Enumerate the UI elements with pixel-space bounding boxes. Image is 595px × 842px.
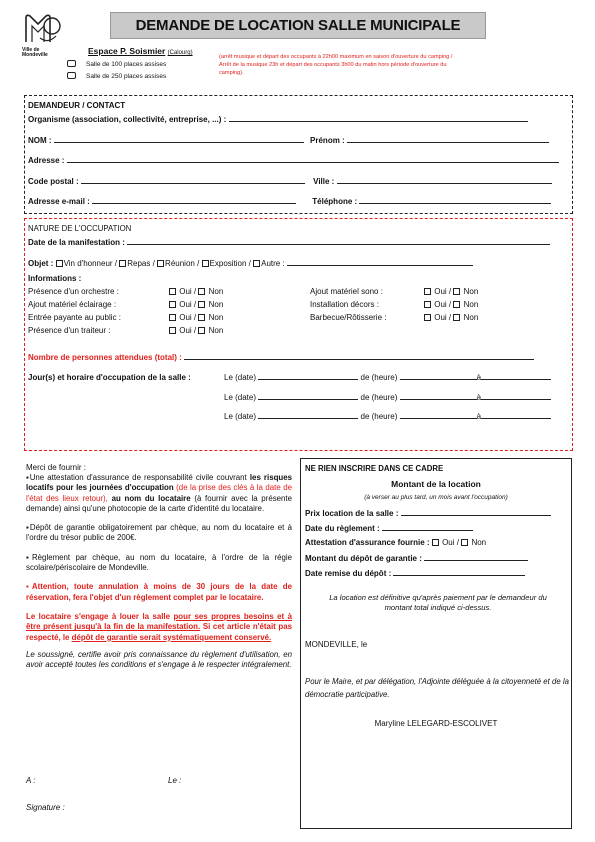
checkbox-icon[interactable]: [67, 72, 76, 79]
condition-annulation: ▪Attention, toute annulation à moins de 30 jours de la date de réservation, fera l'objet d'un règlement complet par le locataire.: [26, 582, 292, 602]
heure-field-2[interactable]: [400, 392, 477, 400]
checkbox-autre[interactable]: [253, 260, 260, 267]
checkbox-non[interactable]: [198, 327, 205, 334]
mondeville-label: MONDEVILLE, le: [305, 640, 368, 649]
checkbox-non[interactable]: [453, 288, 460, 295]
condition-assurance: ▪Une attestation d'assurance de responsabilité civile couvrant les risques locatifs pour les journées d'occupation (de la prise des clés à la date de l'état des lieux retour), au nom du locataire (à fournir avec la présente demande) ainsi qu'une photocopie de la carte d'identité du locataire.: [26, 473, 293, 513]
email-label: Adresse e-mail :: [28, 197, 90, 206]
checkbox-oui[interactable]: [424, 314, 431, 321]
space-location: (Calourg): [167, 50, 193, 56]
prix-label: Prix location de la salle :: [305, 509, 399, 518]
telephone-label: Téléphone :: [312, 197, 358, 206]
date-remise-field[interactable]: [393, 568, 525, 576]
page-title-text: DEMANDE DE LOCATION SALLE MUNICIPALE: [135, 17, 461, 34]
adresse-field[interactable]: [67, 155, 559, 163]
attestation-label: Attestation d'assurance fournie :: [305, 538, 430, 547]
contact-section: [24, 95, 573, 214]
signature-label: Signature :: [26, 803, 65, 812]
checkbox-oui[interactable]: [424, 301, 431, 308]
admin-title: NE RIEN INSCRIRE DANS CE CADRE: [305, 464, 444, 473]
logo-icon: [22, 12, 62, 46]
checkbox-oui[interactable]: [432, 539, 439, 546]
adresse-label: Adresse :: [28, 156, 65, 165]
capacity-option-250[interactable]: Salle de 250 places assises: [67, 72, 166, 80]
heure-field-3[interactable]: [400, 411, 477, 419]
org-label: Organisme (association, collectivité, entreprise, ...) :: [28, 115, 227, 124]
nom-field[interactable]: [54, 135, 304, 143]
checkbox-vin[interactable]: [56, 260, 63, 267]
cp-label: Code postal :: [28, 177, 79, 186]
date-field-1[interactable]: [258, 372, 358, 380]
heure-fin-field-2[interactable]: [481, 392, 551, 400]
nom-label: NOM :: [28, 136, 52, 145]
email-field[interactable]: [92, 196, 296, 204]
space-name: Espace P. Soismier: [88, 46, 166, 56]
conditions-column: [26, 463, 292, 670]
delegation-text: Pour le Maire, et par délégation, l'Adjointe déléguée à la citoyenneté et de la démocratie participative.: [305, 677, 569, 699]
occupation-title: NATURE DE L'OCCUPATION: [28, 224, 132, 233]
date-reglement-label: Date du règlement :: [305, 524, 380, 533]
checkbox-repas[interactable]: [119, 260, 126, 267]
checkbox-oui[interactable]: [169, 301, 176, 308]
checkbox-oui[interactable]: [169, 327, 176, 334]
signatory-name: Maryline LELEGARD-ESCOLIVET: [374, 719, 498, 728]
heure-fin-field-3[interactable]: [481, 411, 551, 419]
persons-field[interactable]: [184, 352, 534, 360]
date-manif-field[interactable]: [127, 237, 550, 245]
checkbox-non[interactable]: [198, 301, 205, 308]
date-manif-label: Date de la manifestation :: [28, 238, 125, 247]
occupation-section: NATURE DE L'OCCUPATION Date de la manifestation : Objet : Vin d'honneur / Repas / Réunion / Exposition / Autre : Informations : Présence d'un orchestre : Oui / Non Ajout matériel éclairage : Oui / Non Entrée payante au public : Oui / Non Présence d'un traiteur : Oui / Non Ajout matériel sono : Oui / Non Installation décors : Oui / Non Barbecue/Rôtisserie : Oui / Non Nombre de personnes attendues (total) : Jour(s) et horaire d'occupation de la salle : Le (date) de (heure) à Le (date) de (heure) à Le (date) de (heure) à: [24, 218, 573, 451]
le-label: Le :: [168, 776, 182, 785]
checkbox-oui[interactable]: [169, 288, 176, 295]
condition-depot: ▪Dépôt de garantie obligatoirement par chèque, au nom du locataire et à l'ordre du trésor public de 200€.: [26, 523, 292, 543]
prix-field[interactable]: [401, 508, 551, 516]
prenom-field[interactable]: [347, 135, 549, 143]
montant-depot-field[interactable]: [424, 553, 528, 561]
montant-depot-label: Montant du dépôt de garantie :: [305, 554, 422, 563]
objet-label: Objet :: [28, 259, 54, 268]
ville-label: Ville :: [313, 177, 335, 186]
checkbox-non[interactable]: [453, 314, 460, 321]
org-field[interactable]: [229, 114, 528, 122]
prenom-label: Prénom :: [310, 136, 345, 145]
date-field-3[interactable]: [258, 411, 358, 419]
montant-title: Montant de la location: [391, 479, 481, 489]
page-title: [110, 12, 486, 39]
date-field-2[interactable]: [258, 392, 358, 400]
city-logo: [22, 12, 62, 60]
autre-field[interactable]: [287, 258, 473, 266]
ville-field[interactable]: [337, 176, 552, 184]
heure-fin-field-1[interactable]: [481, 372, 551, 380]
definitive-note: La location est définitive qu'après paiement par le demandeur du montant total indiqué ci-dessus.: [329, 593, 547, 612]
contact-title: DEMANDEUR / CONTACT: [28, 101, 126, 110]
jours-label: Jour(s) et horaire d'occupation de la salle :: [28, 373, 191, 382]
a-label: A :: [26, 776, 36, 785]
persons-label: Nombre de personnes attendues (total) :: [28, 353, 182, 362]
condition-reglement: ▪Règlement par chèque, au nom du locataire, à l'ordre de la régie scolaire/périscolaire de Mondeville.: [26, 552, 292, 573]
checkbox-icon[interactable]: [67, 60, 76, 67]
checkbox-non[interactable]: [453, 301, 460, 308]
informations-label: Informations :: [28, 274, 82, 283]
checkbox-non[interactable]: [461, 539, 468, 546]
montant-subtitle: (à verser au plus tard, un mois avant l'occupation): [364, 494, 508, 501]
checkbox-non[interactable]: [198, 314, 205, 321]
certification-text: Le soussigné, certifie avoir pris connaissance du règlement d'utilisation, en avoir accepté toutes les conditions et s'engage à le respecter intégralement.: [26, 649, 292, 670]
cp-field[interactable]: [81, 176, 305, 184]
music-note: (arrêt musique et départ des occupants à 22h00 maximum en saison d'ouverture du camping / Arrêt de la musique 23h et départ des occupants 3h00 du matin hors période d'ouverture du camping).: [219, 54, 453, 76]
heure-field-1[interactable]: [400, 372, 477, 380]
date-remise-label: Date remise du dépôt :: [305, 569, 392, 578]
logo-text: Ville de Mondeville: [22, 47, 48, 58]
date-reglement-field[interactable]: [382, 523, 473, 531]
checkbox-reunion[interactable]: [157, 260, 164, 267]
checkbox-exposition[interactable]: [202, 260, 209, 267]
condition-engagement: Le locataire s'engage à louer la salle pour ses propres besoins et à être présent jusqu'à la fin de la manifestation. Si cet article n'était pas respecté, le dépôt de garantie serait systématiquement conservé.: [26, 611, 292, 642]
telephone-field[interactable]: [359, 196, 551, 204]
merci-label: Merci de fournir :: [26, 463, 87, 472]
checkbox-non[interactable]: [198, 288, 205, 295]
capacity-option-100[interactable]: Salle de 100 places assises: [67, 60, 166, 68]
space-info: [88, 46, 193, 56]
checkbox-oui[interactable]: [169, 314, 176, 321]
admin-box: NE RIEN INSCRIRE DANS CE CADRE Montant de la location (à verser au plus tard, un mois avant l'occupation) Prix location de la salle : Date du règlement : Attestation d'assurance fournie : Oui / Non Montant du dépôt de garantie : Date remise du dépôt : La location est définitive qu'après paiement par le demandeur du montant total indiqué ci-dessus. MONDEVILLE, le Pour le Maire, et par délégation, l'Adjointe déléguée à la citoyenneté et de la démocratie participative. Maryline LELEGARD-ESCOLIVET: [300, 458, 572, 829]
checkbox-oui[interactable]: [424, 288, 431, 295]
